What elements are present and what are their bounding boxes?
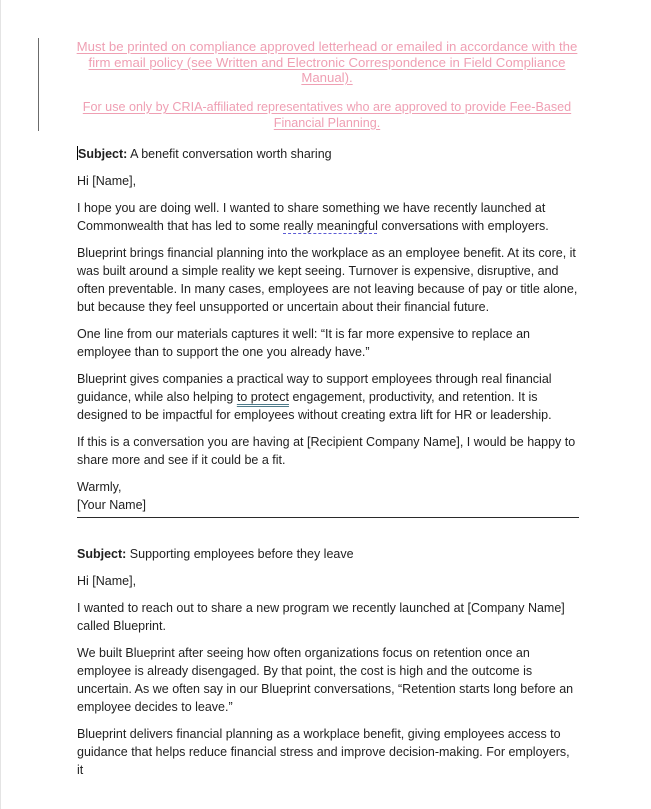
- email1-p4-text-end: engagement, productivity, and retention. It is designed to be impactful for employees without creating extra lift for HR or leadership.: [77, 390, 552, 422]
- email1-p1-text-end: conversations with employers.: [377, 219, 549, 233]
- email2-subject: Supporting employees before they leave: [129, 547, 354, 561]
- email2-greeting: Hi [Name],: [77, 574, 137, 588]
- email1-greeting: Hi [Name],: [77, 174, 137, 188]
- email1-paragraph-4: [77, 370, 579, 424]
- document-body[interactable]: [77, 145, 579, 788]
- email1-signature: [Your Name]: [77, 498, 147, 512]
- change-bar: [38, 38, 39, 131]
- email2-paragraph-3: Blueprint delivers financial planning as a workplace benefit, giving employees access to guidance that helps reduce financial stress and improve decision-making. For employers, it: [77, 727, 570, 777]
- subject-label: Subject:: [78, 147, 128, 161]
- style-suggestion-flag[interactable]: really meaningful: [283, 219, 378, 233]
- email1-p1-text: I hope you are doing well. I wanted to share something we have recently launched at Commonwealth that has led to some: [77, 201, 546, 233]
- email1-subject: A benefit conversation worth sharing: [130, 147, 332, 161]
- page-edge: [0, 0, 1, 809]
- email1-closing: Warmly,: [77, 480, 122, 494]
- email2-paragraph-1: I wanted to reach out to share a new program we recently launched at [Company Name] called Blueprint.: [77, 601, 565, 633]
- email1-p4-text: Blueprint gives companies a practical way to support employees through real financial guidance, while also helping: [77, 372, 552, 404]
- email1-subject-line: [77, 145, 579, 163]
- email2-subject-line: [77, 545, 579, 563]
- email1-paragraph-5: If this is a conversation you are having at [Recipient Company Name], I would be happy to share more and see if it could be a fit.: [77, 435, 576, 467]
- email2-paragraph-2: We built Blueprint after seeing how often organizations focus on retention once an employee is already disengaged. By that point, the cost is high and the outcome is uncertain. As we often say in our Blueprint conversations, “Retention starts long before an employee decides to leave.”: [77, 646, 574, 714]
- email1-paragraph-2: Blueprint brings financial planning into the workplace as an employee benefit. At its core, it was built around a simple reality we kept seeing. Turnover is expensive, disruptive, and often preventable. In many cases, employees are not leaving because of pay or title alone, but because they feel unsupported or uncertain about their financial future.: [77, 246, 578, 314]
- subject-label: Subject:: [77, 547, 127, 561]
- usage-disclaimer: For use only by CRIA-affiliated representatives who are approved to provide Fee-Based Financial Planning.: [82, 100, 572, 130]
- section-divider: [77, 517, 579, 518]
- email1-paragraph-1: [77, 199, 579, 235]
- email1-paragraph-3: One line from our materials captures it well: “It is far more expensive to replace an employee than to support the one you already have.”: [77, 327, 530, 359]
- grammar-suggestion-flag[interactable]: to protect: [236, 390, 289, 404]
- compliance-disclaimer: Must be printed on compliance approved letterhead or emailed in accordance with the firm email policy (see Written and Electronic Correspondence in Field Compliance Manual).: [76, 39, 578, 86]
